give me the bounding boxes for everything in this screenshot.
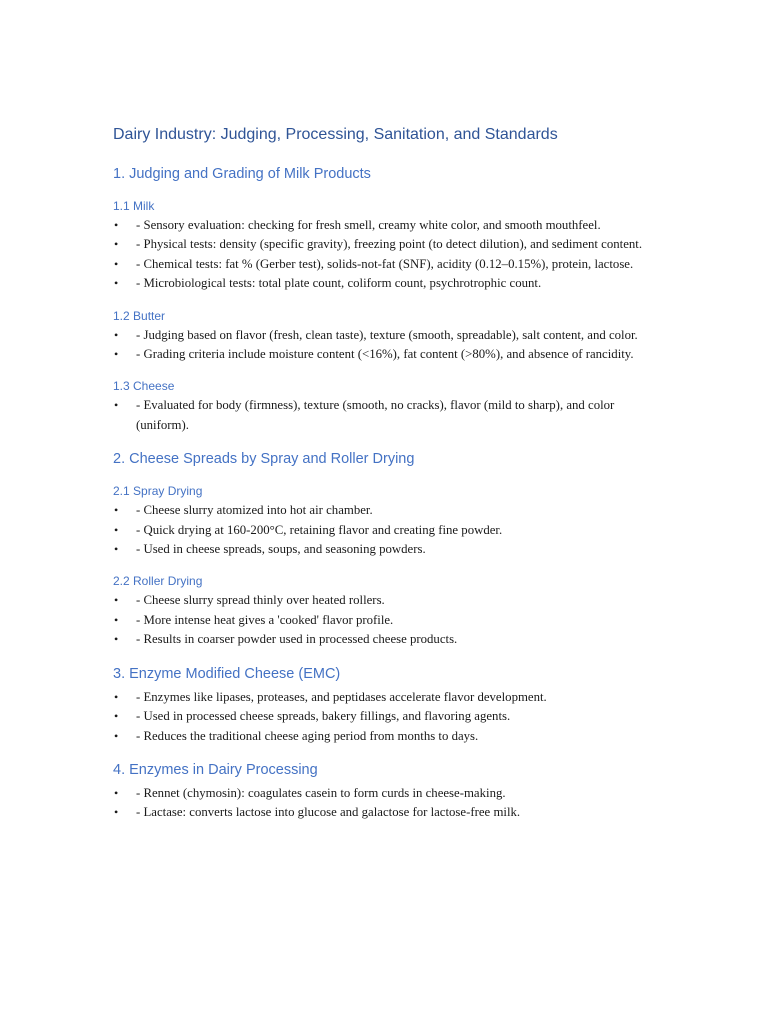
list-item: • - Quick drying at 160-200°C, retaining flavor and creating fine powder. <box>113 521 658 540</box>
list-item: • - Physical tests: density (specific gravity), freezing point (to detect dilution), and sediment content. <box>113 235 658 254</box>
subsection-heading: 1.3 Cheese <box>113 379 175 394</box>
list-item: • - Used in processed cheese spreads, bakery fillings, and flavoring agents. <box>113 707 658 726</box>
list-item: • - Sensory evaluation: checking for fresh smell, creamy white color, and smooth mouthfeel. <box>113 216 658 235</box>
subsection-heading: 1.1 Milk <box>113 199 155 213</box>
bullet-icon: • <box>114 785 119 800</box>
bullet-list <box>113 688 658 746</box>
bullet-list <box>113 396 658 435</box>
section-heading: 4. Enzymes in Dairy Processing <box>113 761 318 778</box>
bullet-list <box>113 216 658 294</box>
bullet-icon: • <box>114 256 119 271</box>
list-item: • - Rennet (chymosin): coagulates casein to form curds in cheese-making. <box>113 784 658 803</box>
bullet-icon: • <box>114 327 119 342</box>
list-item: • - Grading criteria include moisture content (<16%), fat content (>80%), and absence of rancidity. <box>113 345 658 364</box>
bullet-icon: • <box>114 347 119 362</box>
document-content <box>113 124 658 837</box>
bullet-list <box>113 326 658 365</box>
bullet-icon: • <box>114 276 119 291</box>
section-heading: 1. Judging and Grading of Milk Products <box>113 166 371 182</box>
list-item: • - Lactase: converts lactose into glucose and galactose for lactose-free milk. <box>113 803 658 822</box>
list-item: • - Judging based on flavor (fresh, clean taste), texture (smooth, spreadable), salt content, and color. <box>113 326 658 345</box>
list-item: • - Evaluated for body (firmness), texture (smooth, no cracks), flavor (mild to sharp), and color (uniform). <box>114 398 615 432</box>
bullet-icon: • <box>114 237 119 252</box>
list-item: • - Reduces the traditional cheese aging period from months to days. <box>113 727 658 746</box>
bullet-icon: • <box>114 542 119 557</box>
bullet-icon: • <box>114 218 119 232</box>
subsection-heading: 1.2 Butter <box>113 308 166 323</box>
document-title: Dairy Industry: Judging, Processing, Sanitation, and Standards <box>113 126 558 143</box>
bullet-icon: • <box>114 689 119 704</box>
bullet-icon: • <box>114 593 119 608</box>
list-item: • - Microbiological tests: total plate count, coliform count, psychrotrophic count. <box>113 274 658 293</box>
list-item: • - Results in coarser powder used in processed cheese products. <box>113 630 658 649</box>
subsection-heading: 2.2 Roller Drying <box>113 574 203 589</box>
list-item: • - Used in cheese spreads, soups, and seasoning powders. <box>113 540 658 559</box>
list-item: • - Enzymes like lipases, proteases, and peptidases accelerate flavor development. <box>113 688 658 707</box>
list-item: • - More intense heat gives a 'cooked' flavor profile. <box>113 611 658 630</box>
bullet-icon: • <box>114 632 119 647</box>
bullet-icon: • <box>114 522 119 537</box>
bullet-icon: • <box>114 398 119 413</box>
bullet-list <box>113 591 658 649</box>
list-item: • - Cheese slurry atomized into hot air chamber. <box>113 501 658 520</box>
section-heading: 2. Cheese Spreads by Spray and Roller Drying <box>113 451 415 468</box>
bullet-icon: • <box>114 709 119 724</box>
bullet-icon: • <box>114 503 119 518</box>
bullet-list <box>113 501 658 559</box>
bullet-icon: • <box>114 728 119 743</box>
list-item: • - Cheese slurry spread thinly over heated rollers. <box>113 591 658 610</box>
bullet-icon: • <box>114 612 119 627</box>
section-heading: 3. Enzyme Modified Cheese (EMC) <box>113 665 341 682</box>
bullet-list <box>113 784 658 823</box>
subsection-heading: 2.1 Spray Drying <box>113 484 203 499</box>
bullet-icon: • <box>114 805 119 820</box>
list-item: • - Chemical tests: fat % (Gerber test), solids-not-fat (SNF), acidity (0.12–0.15%), protein, lactose. <box>113 255 658 274</box>
